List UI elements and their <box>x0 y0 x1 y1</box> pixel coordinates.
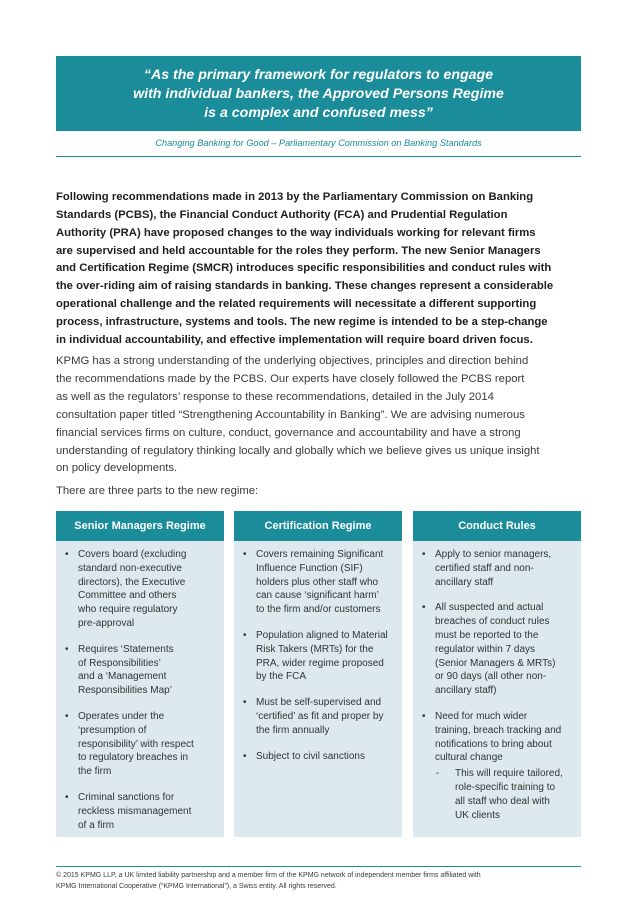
list-item-text: can cause ‘significant harm’ <box>256 590 379 602</box>
lead-line: and Certification Regime (SMCR) introduces specific responsibilities and conduct rules with <box>56 262 552 275</box>
bullet-icon: • <box>422 549 426 560</box>
lead-line: are supervised and held accountable for the roles they perform. The new Senior Managers <box>56 244 541 257</box>
bullet-icon: • <box>65 549 69 560</box>
list-item-text: pre-approval <box>78 617 135 629</box>
lead-line: Authority (PRA) have proposed changes to the way individuals working for relevant firms <box>56 226 536 239</box>
list-item-text: Population aligned to Material <box>256 629 388 641</box>
body-line: KPMG has a strong understanding of the underlying objectives, principles and direction behind <box>56 355 529 367</box>
sub-item-text: This will require tailored, <box>455 768 563 780</box>
lead-line: operational challenge and the related requirements will necessitate a different supporting <box>56 298 537 311</box>
list-item-text: to the firm and/or customers <box>256 604 381 616</box>
list-item-text: ‘presumption of <box>78 724 147 736</box>
bullet-icon: • <box>422 602 426 614</box>
list-item-text: to regulatory breaches in <box>78 752 189 764</box>
list-item-text: the firm <box>78 766 112 778</box>
quote-line: “As the primary framework for regulators to engage <box>143 67 494 83</box>
list-item <box>64 643 216 698</box>
list-item-text: regulator within 7 days <box>435 643 536 655</box>
bullet-icon: • <box>65 643 69 655</box>
list-item-text: All suspected and actual <box>435 602 544 614</box>
list-item <box>64 791 216 832</box>
sub-item <box>435 767 573 822</box>
list-item-text: directors), the Executive <box>78 576 186 588</box>
list-item-text: Responsibilities Map’ <box>78 685 172 697</box>
body-paragraph <box>56 353 583 478</box>
bullet-list <box>56 541 224 832</box>
column-heading: Certification Regime <box>234 511 402 541</box>
list-item-text: holders plus other staff who <box>256 576 379 588</box>
body-line: as well as the regulators’ response to these recommendations, detailed in the July 2014 <box>56 390 494 403</box>
body-line: consultation paper titled “Strengthening Accountability in Banking”. We are advising numerous <box>56 408 525 421</box>
copyright-footer <box>56 870 586 892</box>
list-item-text: cultural change <box>435 752 503 764</box>
section-divider <box>56 156 581 157</box>
list-item-text: Influence Function (SIF) <box>256 562 363 574</box>
list-item-text: standard non-executive <box>78 562 182 574</box>
quote-line: with individual bankers, the Approved Persons Regime <box>133 86 504 102</box>
column-certification <box>234 511 402 837</box>
footer-line: © 2015 KPMG LLP, a UK limited liability partnership and a member firm of the KPMG network of independent member firms affiliated with <box>56 872 481 879</box>
dash-icon: - <box>436 768 440 780</box>
bullet-list <box>234 541 402 763</box>
list-item-text: ancillary staff <box>435 576 494 588</box>
bullet-icon: • <box>243 629 247 641</box>
list-item-text: Covers board (excluding <box>78 549 187 560</box>
bullet-icon: • <box>65 710 69 722</box>
list-item-text: Requires ‘Statements <box>78 643 174 655</box>
column-conduct-rules <box>413 511 581 837</box>
list-item-text: responsibility’ with respect <box>78 738 194 750</box>
list-item-text: of a firm <box>78 819 115 831</box>
footer-divider <box>56 866 581 867</box>
list-item-text: certified staff and non- <box>435 562 534 574</box>
body-line: financial services firms on culture, conduct, governance and accountability and have a strong <box>56 426 521 439</box>
lead-paragraph <box>56 189 583 350</box>
list-item-text: Criminal sanctions for <box>78 791 175 803</box>
lead-line: process, infrastructure, systems and tools. The new regime is intended to be a step-change <box>56 315 548 328</box>
list-item-text: and a ‘Management <box>78 671 167 683</box>
list-item-text: (Senior Managers & MRTs) <box>435 657 556 669</box>
list-item-text: breaches of conduct rules <box>435 616 550 628</box>
list-item <box>242 750 394 764</box>
body-line: the recommendations made by the PCBS. Our experts have closely followed the PCBS report <box>56 372 525 385</box>
list-item-text: Operates under the <box>78 710 165 722</box>
bullet-icon: • <box>243 750 247 762</box>
list-item-text: of Responsibilities’ <box>78 657 161 669</box>
list-item-text: Need for much wider <box>435 710 528 722</box>
list-item-text: by the FCA <box>256 671 307 683</box>
list-item-text: Covers remaining Significant <box>256 549 384 560</box>
bullet-icon: • <box>243 697 247 709</box>
list-item <box>242 696 394 737</box>
sub-item-text: all staff who deal with <box>455 795 550 807</box>
quote-source: Changing Banking for Good – Parliamentary Commission on Banking Standards <box>155 138 482 148</box>
sub-item-text: role-specific training to <box>455 781 556 793</box>
list-item <box>421 601 573 698</box>
bullet-icon: • <box>243 549 247 560</box>
column-heading: Conduct Rules <box>413 511 581 541</box>
list-item-text: Committee and others <box>78 590 177 602</box>
list-item <box>421 710 573 822</box>
list-item-text: Apply to senior managers, <box>435 549 552 560</box>
list-item <box>64 548 216 631</box>
body-line: on policy developments. <box>56 462 178 475</box>
column-heading: Senior Managers Regime <box>56 511 224 541</box>
lead-line: in individual accountability, and effective implementation will require board driven focus. <box>56 333 533 346</box>
bullet-icon: • <box>65 791 69 803</box>
list-item-text: or 90 days (all other non- <box>435 671 547 683</box>
sub-item-text: UK clients <box>455 809 501 821</box>
list-item-text: training, breach tracking and <box>435 724 562 736</box>
list-item-text: notifications to bring about <box>435 738 552 750</box>
list-item-text: Subject to civil sanctions <box>256 750 365 762</box>
footer-line: KPMG International Cooperative (“KPMG International”), a Swiss entity. All rights reserved. <box>56 883 337 890</box>
list-item-text: ‘certified’ as fit and proper by <box>256 710 384 722</box>
list-item-text: ancillary staff) <box>435 685 497 697</box>
list-item <box>242 629 394 684</box>
list-item <box>242 548 394 617</box>
list-item <box>64 710 216 779</box>
list-item-text: PRA, wider regime proposed <box>256 657 384 669</box>
quote-line: is a complex and confused mess” <box>204 105 433 121</box>
list-item-text: Risk Takers (MRTs) for the <box>256 643 374 655</box>
bullet-icon: • <box>422 710 426 722</box>
quote-box <box>56 56 581 131</box>
list-item-text: must be reported to the <box>435 629 539 641</box>
lead-line: Standards (PCBS), the Financial Conduct Authority (FCA) and Prudential Regulation <box>56 208 508 221</box>
column-senior-managers <box>56 511 224 837</box>
regime-intro: There are three parts to the new regime: <box>56 485 259 497</box>
bullet-list <box>413 541 581 822</box>
list-item-text: the firm annually <box>256 724 330 736</box>
body-line: understanding of regulatory thinking locally and globally which we believe gives us unique insight <box>56 444 540 457</box>
list-item-text: who require regulatory <box>78 604 178 616</box>
lead-line: the over-riding aim of raising standards in banking. These changes represent a considerable <box>56 280 554 293</box>
list-item-text: reckless mismanagement <box>78 805 192 817</box>
lead-line: Following recommendations made in 2013 by the Parliamentary Commission on Banking <box>56 191 534 203</box>
list-item <box>421 548 573 589</box>
list-item-text: Must be self-supervised and <box>256 697 382 709</box>
